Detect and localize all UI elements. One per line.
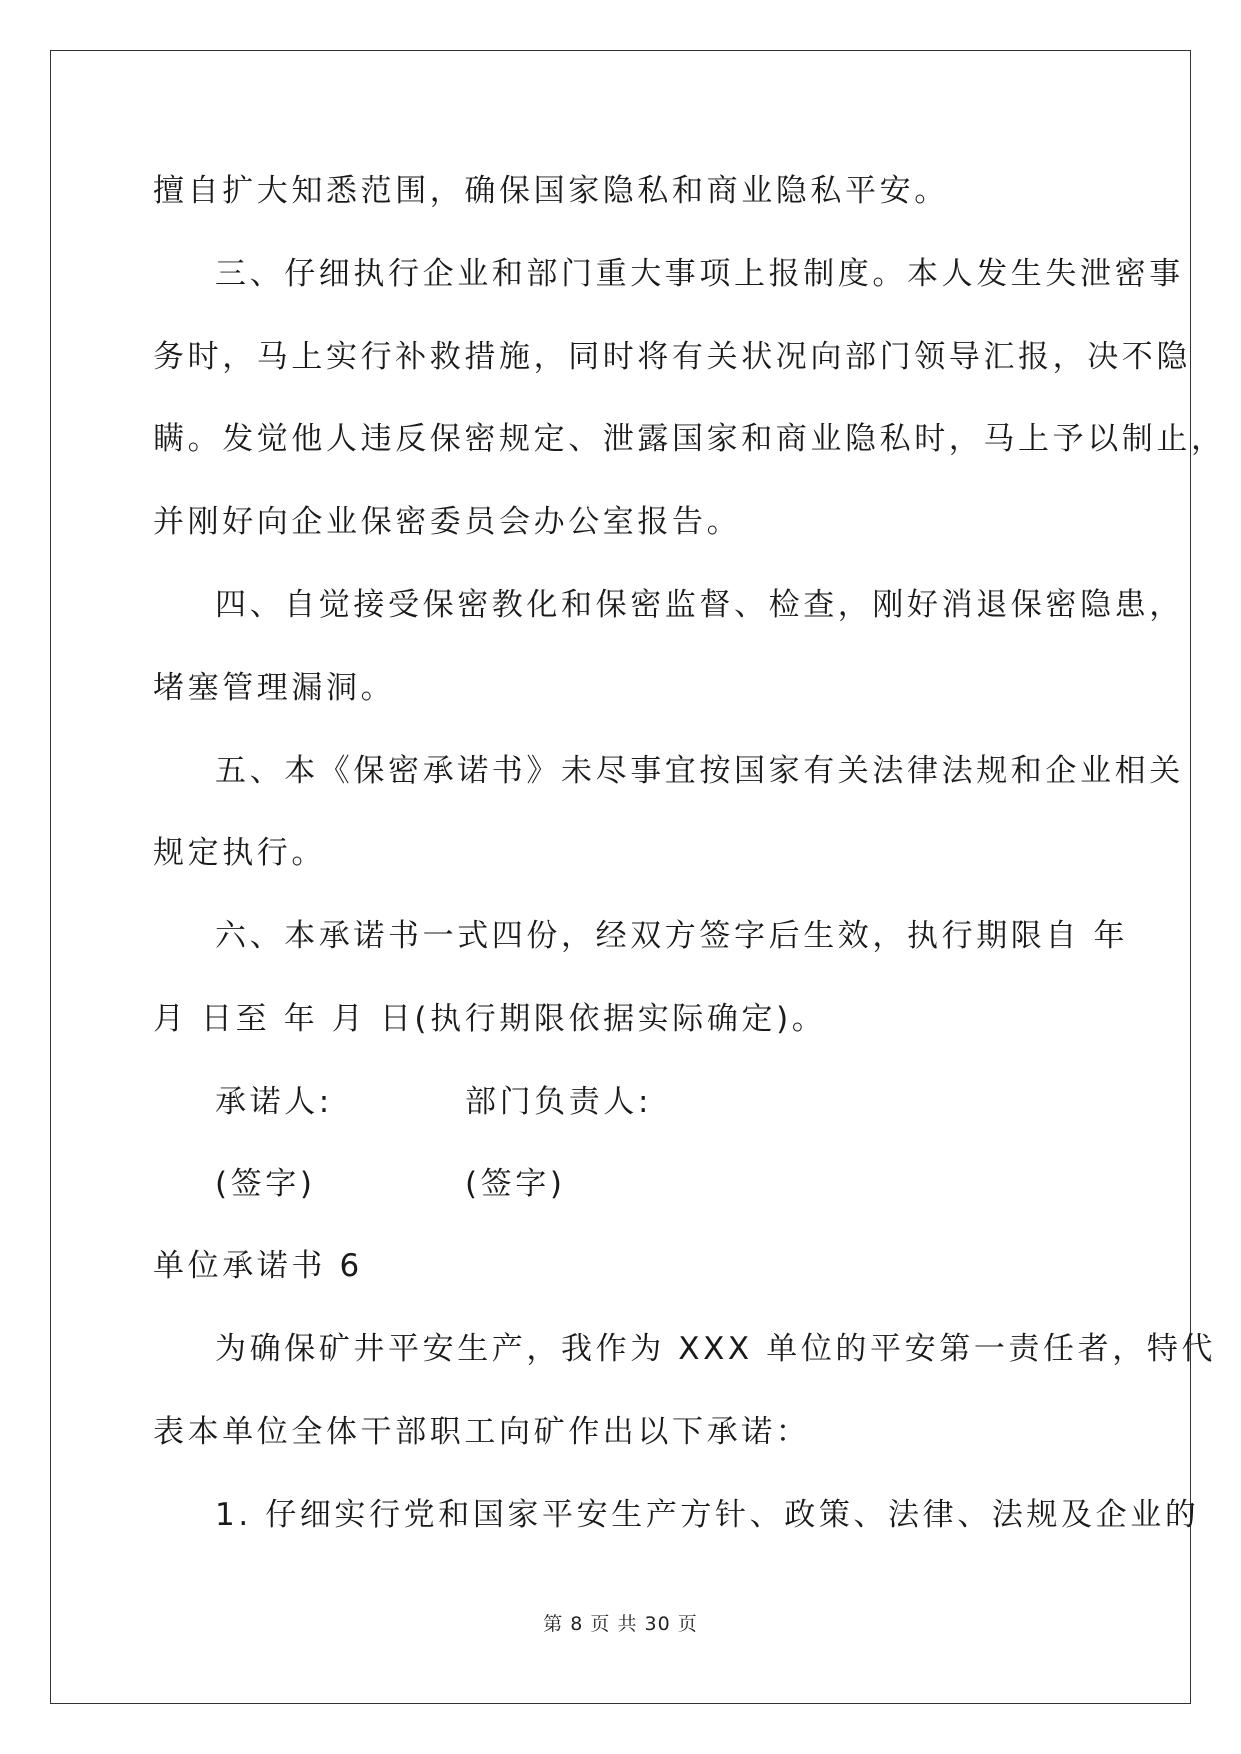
promisor-signature: (签字) (215, 1166, 316, 1202)
paragraph-line: 表本单位全体干部职工向矿作出以下承诺： (153, 1414, 811, 1450)
paragraph-line: 堵塞管理漏洞。 (153, 670, 396, 706)
paragraph-line: 1. 仔细实行党和国家平安生产方针、政策、法律、法规及企业的 (215, 1497, 1200, 1533)
paragraph-line: 务时，马上实行补救措施，同时将有关状况向部门领导汇报，决不隐 (153, 339, 1191, 375)
paragraph-line: 瞒。发觉他人违反保密规定、泄露国家和商业隐私时，马上予以制止， (153, 421, 1226, 457)
paragraph-line: 三、仔细执行企业和部门重大事项上报制度。本人发生失泄密事 (215, 256, 1184, 292)
page-border (50, 50, 1191, 1704)
paragraph-line: 擅自扩大知悉范围，确保国家隐私和商业隐私平安。 (153, 173, 949, 209)
paragraph-line: 为确保矿井平安生产，我作为 XXX 单位的平安第一责任者，特代 (215, 1331, 1217, 1367)
paragraph-line: 月 日至 年 月 日(执行期限依据实际确定)。 (153, 1001, 827, 1037)
promisor-label: 承诺人: (215, 1084, 333, 1120)
paragraph-line: 四、自觉接受保密教化和保密监督、检查，刚好消退保密隐患， (215, 587, 1184, 623)
dept-head-label: 部门负责人: (465, 1084, 653, 1120)
page-number: 第 8 页 共 30 页 (543, 1613, 698, 1635)
paragraph-line: 六、本承诺书一式四份，经双方签字后生效，执行期限自 年 (215, 918, 1129, 954)
paragraph-line: 规定执行。 (153, 835, 326, 871)
dept-head-signature: (签字) (465, 1166, 566, 1202)
paragraph-line: 并刚好向企业保密委员会办公室报告。 (153, 504, 742, 540)
paragraph-line: 五、本《保密承诺书》未尽事宜按国家有关法律法规和企业相关 (215, 753, 1184, 789)
section-title: 单位承诺书 6 (153, 1248, 363, 1284)
